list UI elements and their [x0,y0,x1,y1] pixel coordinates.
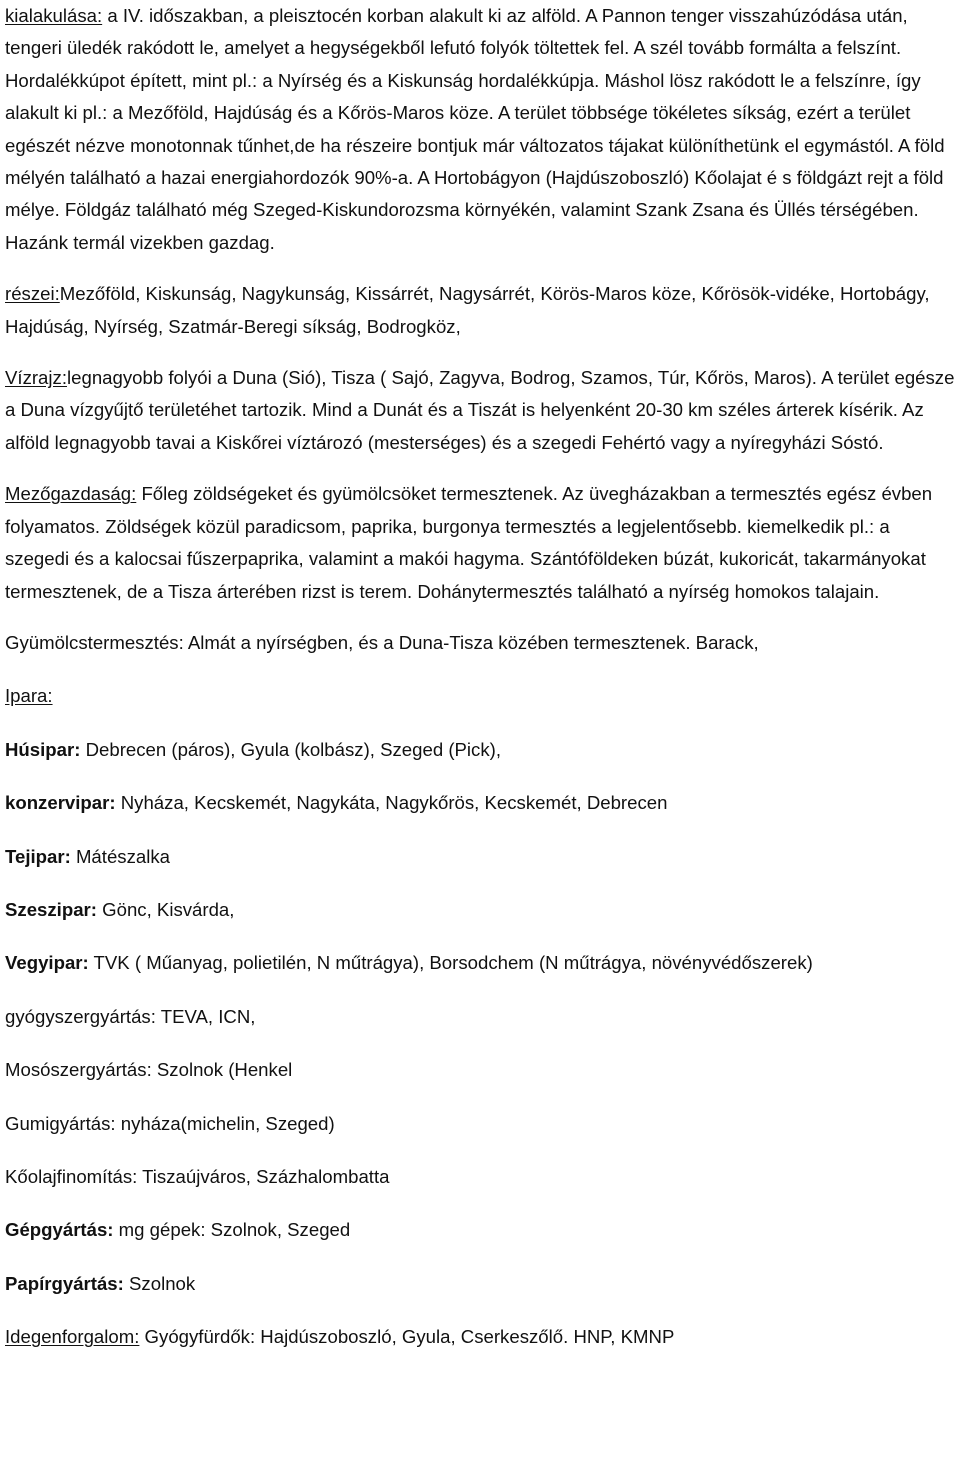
industry-text: TVK ( Műanyag, polietilén, N műtrágya), Borsodchem (N műtrágya, növényvédőszerek) [88,952,813,974]
industry-item [5,1268,957,1300]
industry-item [5,841,957,873]
industry-list [5,734,957,1354]
paragraph-vizrajz [5,362,957,459]
industry-label: Idegenforgalom: [5,1326,140,1348]
label-mezogazdasag: Mezőgazdaság: [5,483,137,505]
industry-item [5,1214,957,1246]
industry-item [5,1054,957,1086]
text-reszei: Mezőföld, Kiskunság, Nagykunság, Kissárrét, Nagysárrét, Körös-Maros köze, Kőrösök-vidéke, Hortobágy, Hajdúság, Nyírség, Szatmár-Beregi síkság, Bodrogköz, [5,283,930,337]
industry-label: Vegyipar: [5,952,89,974]
industry-item [5,1161,957,1193]
industry-item [5,1001,957,1033]
industry-text: Gönc, Kisvárda, [96,898,235,920]
industry-item [5,787,957,819]
industry-item [5,1321,957,1353]
industry-text: Gyógyfürdők: Hajdúszoboszló, Gyula, Cserkeszőlő. HNP, KMNP [139,1326,675,1348]
industry-label: Gépgyártás: [5,1219,114,1241]
industry-label: Papírgyártás: [5,1272,124,1294]
text-kialakulasa: a IV. időszakban, a pleisztocén korban alakult ki az alföld. A Pannon tenger visszahúzódása után, tengeri üledék rakódott le, amelyet a hegységekből lefutó folyók töltettek fel. A szél tovább formálta a felszínt. Hordalékkúpot épített, mint pl.: a Nyírség és a Kiskunság hordalékkúpja. Máshol lösz rakódott le a felszínre, így alakult ki pl.: a Mezőföld, Hajdúság és a Kőrös-Maros köze. A terület többsége tökéletes síkság, ezért a terület egészét nézve monotonnak tűnhet,de ha részeire bontjuk már változatos tájakat különíthetünk el egymástól. A föld mélyén található a hazai energiahordozók 90%-a. A Hortobágyon (Hajdúszoboszló) Kőolajat é s földgázt rejt a föld mélye. Földgáz található még Szeged-Kiskundorozsma környékén, valamint Szank Zsana és Üllés térségében. Hazánk termál vizekben gazdag. [5,5,945,253]
industry-label: Szeszipar: [5,898,97,920]
label-ipara: Ipara: [5,685,53,707]
text-gyumolcs: Gyümölcstermesztés: Almát a nyírségben, és a Duna-Tisza közében termesztenek. Barack, [5,631,759,653]
industry-item [5,894,957,926]
industry-text: Mátészalka [70,845,170,867]
industry-item [5,734,957,766]
paragraph-mezogazdasag [5,478,957,608]
industry-text: gyógyszergyártás: TEVA, ICN, [5,1005,256,1027]
industry-text: Kőolajfinomítás: Tiszaújváros, Százhalombatta [5,1165,390,1187]
industry-text: Gumigyártás: nyháza(michelin, Szeged) [5,1112,335,1134]
industry-text: Debrecen (páros), Gyula (kolbász), Szeged (Pick), [80,738,502,760]
text-mezogazdasag: Főleg zöldségeket és gyümölcsöket termesztenek. Az üvegházakban a termesztés egész évben folyamatos. Zöldségek közül paradicsom, paprika, burgonya termesztés a legjelentősebb. kiemelkedik pl.: a szegedi és a kalocsai fűszerpaprika, valamint a makói hagyma. Szántóföldeken búzát, kukoricát, takarmányokat termesztenek, de a Tisza árterében rizst is terem. Dohánytermesztés található a nyírség homokos talajain. [5,483,933,602]
industry-text: Szolnok [123,1272,196,1294]
paragraph-gyumolcs [5,627,957,659]
industry-text: Nyháza, Kecskemét, Nagykáta, Nagykőrös, Kecskemét, Debrecen [115,792,668,814]
paragraph-kialakulasa [5,0,957,259]
label-reszei: részei: [5,283,60,305]
industry-label: konzervipar: [5,792,116,814]
industry-item [5,1108,957,1140]
industry-text: Mosószergyártás: Szolnok (Henkel [5,1059,293,1081]
industry-item [5,947,957,979]
industry-text: mg gépek: Szolnok, Szeged [113,1219,351,1241]
paragraph-reszei [5,278,957,343]
industry-label: Tejipar: [5,845,71,867]
document-body [5,0,957,1354]
label-vizrajz: Vízrajz: [5,367,67,389]
text-vizrajz: legnagyobb folyói a Duna (Sió), Tisza ( Sajó, Zagyva, Bodrog, Szamos, Túr, Kőrös, Maros). A terület egésze a Duna vízgyűjtő területéhet tartozik. Mind a Dunát és a Tiszát is helyenként 20-30 km széles árterek kísérik. Az alföld legnagyobb tavai a Kiskőrei víztározó (mesterséges) és a szegedi Fehértó vagy a nyíregyházi Sóstó. [5,367,955,453]
label-kialakulasa: kialakulása: [5,5,103,26]
heading-ipara [5,680,957,712]
industry-label: Húsipar: [5,738,81,760]
